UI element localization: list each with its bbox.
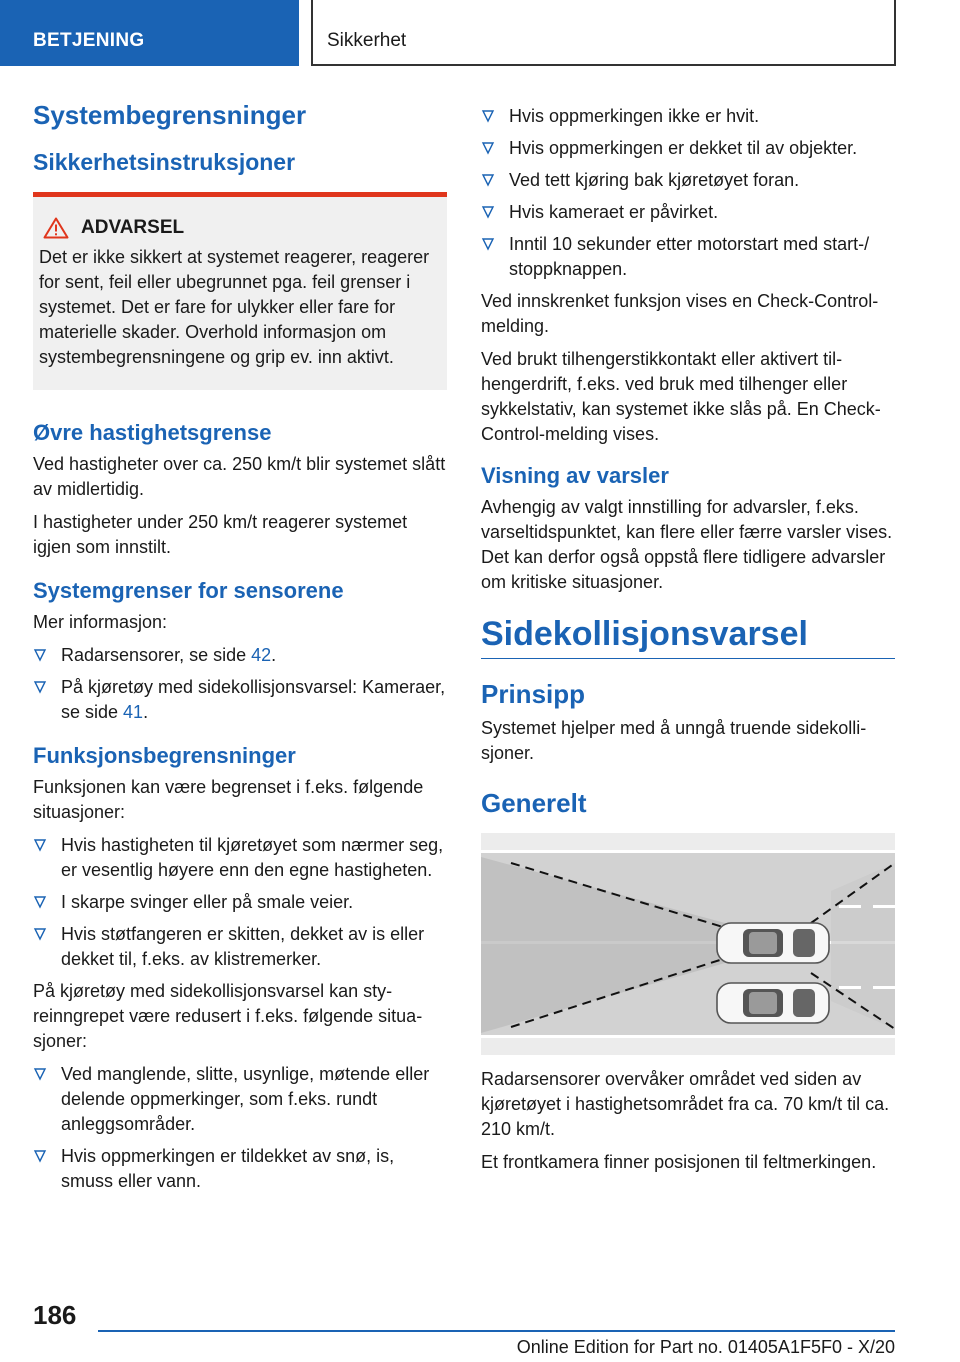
principle-heading: Prinsipp bbox=[481, 679, 586, 709]
car-icon bbox=[717, 923, 829, 963]
list-item: Ved tett kjøring bak kjøretøyet foran. bbox=[481, 168, 895, 193]
general-paragraph-1: Radarsensorer overvåker området ved siden av kjøretøyet i hastighetsområdet fra ca. 70 km/t til ca. 210 km/t. bbox=[481, 1069, 890, 1139]
safety-subtitle: Sikkerhetsinstruksjoner bbox=[33, 149, 296, 175]
edition-text: Online Edition for Part no. 01405A1F5F0 - X/20 bbox=[516, 1337, 895, 1357]
triangle-bullet-icon bbox=[33, 680, 47, 694]
list-item: Hvis kameraet er påvirket. bbox=[481, 200, 895, 225]
car-icon bbox=[717, 983, 829, 1023]
triangle-bullet-icon bbox=[481, 141, 495, 155]
page-link-42[interactable]: 42 bbox=[251, 645, 272, 665]
page-number: 186 bbox=[33, 1300, 77, 1330]
triangle-bullet-icon bbox=[33, 838, 47, 852]
side-collision-title: Sidekollisjonsvarsel bbox=[481, 615, 895, 659]
general-heading: Generelt bbox=[481, 788, 587, 818]
page-link-41[interactable]: 41 bbox=[123, 702, 144, 722]
list-item: Hvis hastigheten til kjøretøyet som nærmer seg, er vesentlig høyere enn den egne hastigheten. bbox=[33, 833, 447, 883]
sensor-list bbox=[33, 643, 447, 725]
left-column bbox=[33, 100, 447, 1201]
warning-text: Det er ikke sikkert at systemet reagerer, reagerer for sent, feil eller ubegrunnet pga. feil grenser i systemet. Det er fare for ulykker eller fare for materielle skader. Overhold informasjon om systembegrensningene og grip ev. inn aktivt. bbox=[39, 247, 430, 367]
chapter-title: Sikkerhet bbox=[311, 0, 896, 66]
triangle-bullet-icon bbox=[481, 173, 495, 187]
warning-triangle-icon bbox=[43, 217, 69, 239]
triangle-bullet-icon bbox=[33, 1067, 47, 1081]
triangle-bullet-icon bbox=[481, 109, 495, 123]
check-control-paragraph: Ved innskrenket funksjon vises en Check-Control-melding. bbox=[481, 291, 879, 336]
footer-divider bbox=[98, 1330, 895, 1332]
list-item: Radarsensorer, se side 42. bbox=[33, 643, 447, 668]
list-item: Inntil 10 sekunder etter motorstart med start-/ stoppknappen. bbox=[481, 232, 895, 282]
steering-paragraph: På kjøretøy med sidekollisjonsvarsel kan styreinngrepet være redusert i f.eks. følgende situasjoner: bbox=[33, 981, 423, 1051]
function-list bbox=[33, 833, 447, 972]
section-tab: BETJENING bbox=[0, 0, 299, 66]
triangle-bullet-icon bbox=[33, 648, 47, 662]
triangle-bullet-icon bbox=[481, 237, 495, 251]
right-column bbox=[481, 104, 895, 1183]
triangle-bullet-icon bbox=[33, 895, 47, 909]
sensor-intro: Mer informasjon: bbox=[33, 612, 168, 632]
warnings-display-text: Avhengig av valgt innstilling for advarsler, f.eks. varseltidspunktet, kan flere eller færre varsler vises. Det kan derfor også oppstå flere tidligere advarsler om kritiske situasjoner. bbox=[481, 497, 893, 592]
triangle-bullet-icon bbox=[33, 927, 47, 941]
triangle-bullet-icon bbox=[33, 1149, 47, 1163]
speed-limit-heading: Øvre hastighetsgrense bbox=[33, 420, 272, 445]
list-item: Hvis oppmerkingen er tildekket av snø, is, smuss eller vann. bbox=[33, 1144, 447, 1194]
page-header bbox=[0, 0, 960, 66]
warning-label: ADVARSEL bbox=[81, 217, 185, 238]
function-intro: Funksjonen kan være begrenset i f.eks. følgende situasjoner: bbox=[33, 777, 424, 822]
speed-paragraph-1: Ved hastigheter over ca. 250 km/t blir systemet slått av midlertidig. bbox=[33, 454, 446, 499]
warning-box bbox=[33, 192, 447, 390]
warning-header bbox=[39, 217, 439, 239]
list-item: Hvis støtfangeren er skitten, dekket av is eller dekket til, f.eks. av klistremerker. bbox=[33, 922, 447, 972]
sensor-limits-heading: Systemgrenser for sensorene bbox=[33, 578, 344, 603]
radar-coverage-illustration bbox=[481, 833, 895, 1055]
principle-text: Systemet hjelper med å unngå truende sidekollisjoner. bbox=[481, 718, 867, 763]
list-item: Hvis oppmerkingen ikke er hvit. bbox=[481, 104, 895, 129]
list-item: Hvis oppmerkingen er dekket til av objekter. bbox=[481, 136, 895, 161]
list-item: På kjøretøy med sidekollisjonsvarsel: Kameraer, se side 41. bbox=[33, 675, 447, 725]
trailer-paragraph: Ved brukt tilhengerstikkontakt eller aktivert tilhengerdrift, f.eks. ved bruk med tilhenger eller sykkelstativ, kan systemet ikke slås på. En Check-Control-melding vises. bbox=[481, 349, 881, 444]
triangle-bullet-icon bbox=[481, 205, 495, 219]
speed-paragraph-2: I hastigheter under 250 km/t reagerer systemet igjen som innstilt. bbox=[33, 512, 408, 557]
page-title: Systembegrensninger bbox=[33, 100, 307, 130]
function-limits-heading: Funksjonsbegrensninger bbox=[33, 743, 296, 768]
warnings-display-heading: Visning av varsler bbox=[481, 463, 669, 488]
continued-list bbox=[481, 104, 895, 282]
list-item: I skarpe svinger eller på smale veier. bbox=[33, 890, 447, 915]
list-item: Ved manglende, slitte, usynlige, møtende eller delende oppmerkinger, som f.eks. rundt anleggsområder. bbox=[33, 1062, 447, 1137]
general-paragraph-2: Et frontkamera finner posisjonen til feltmerkingen. bbox=[481, 1152, 877, 1172]
steering-list bbox=[33, 1062, 447, 1194]
